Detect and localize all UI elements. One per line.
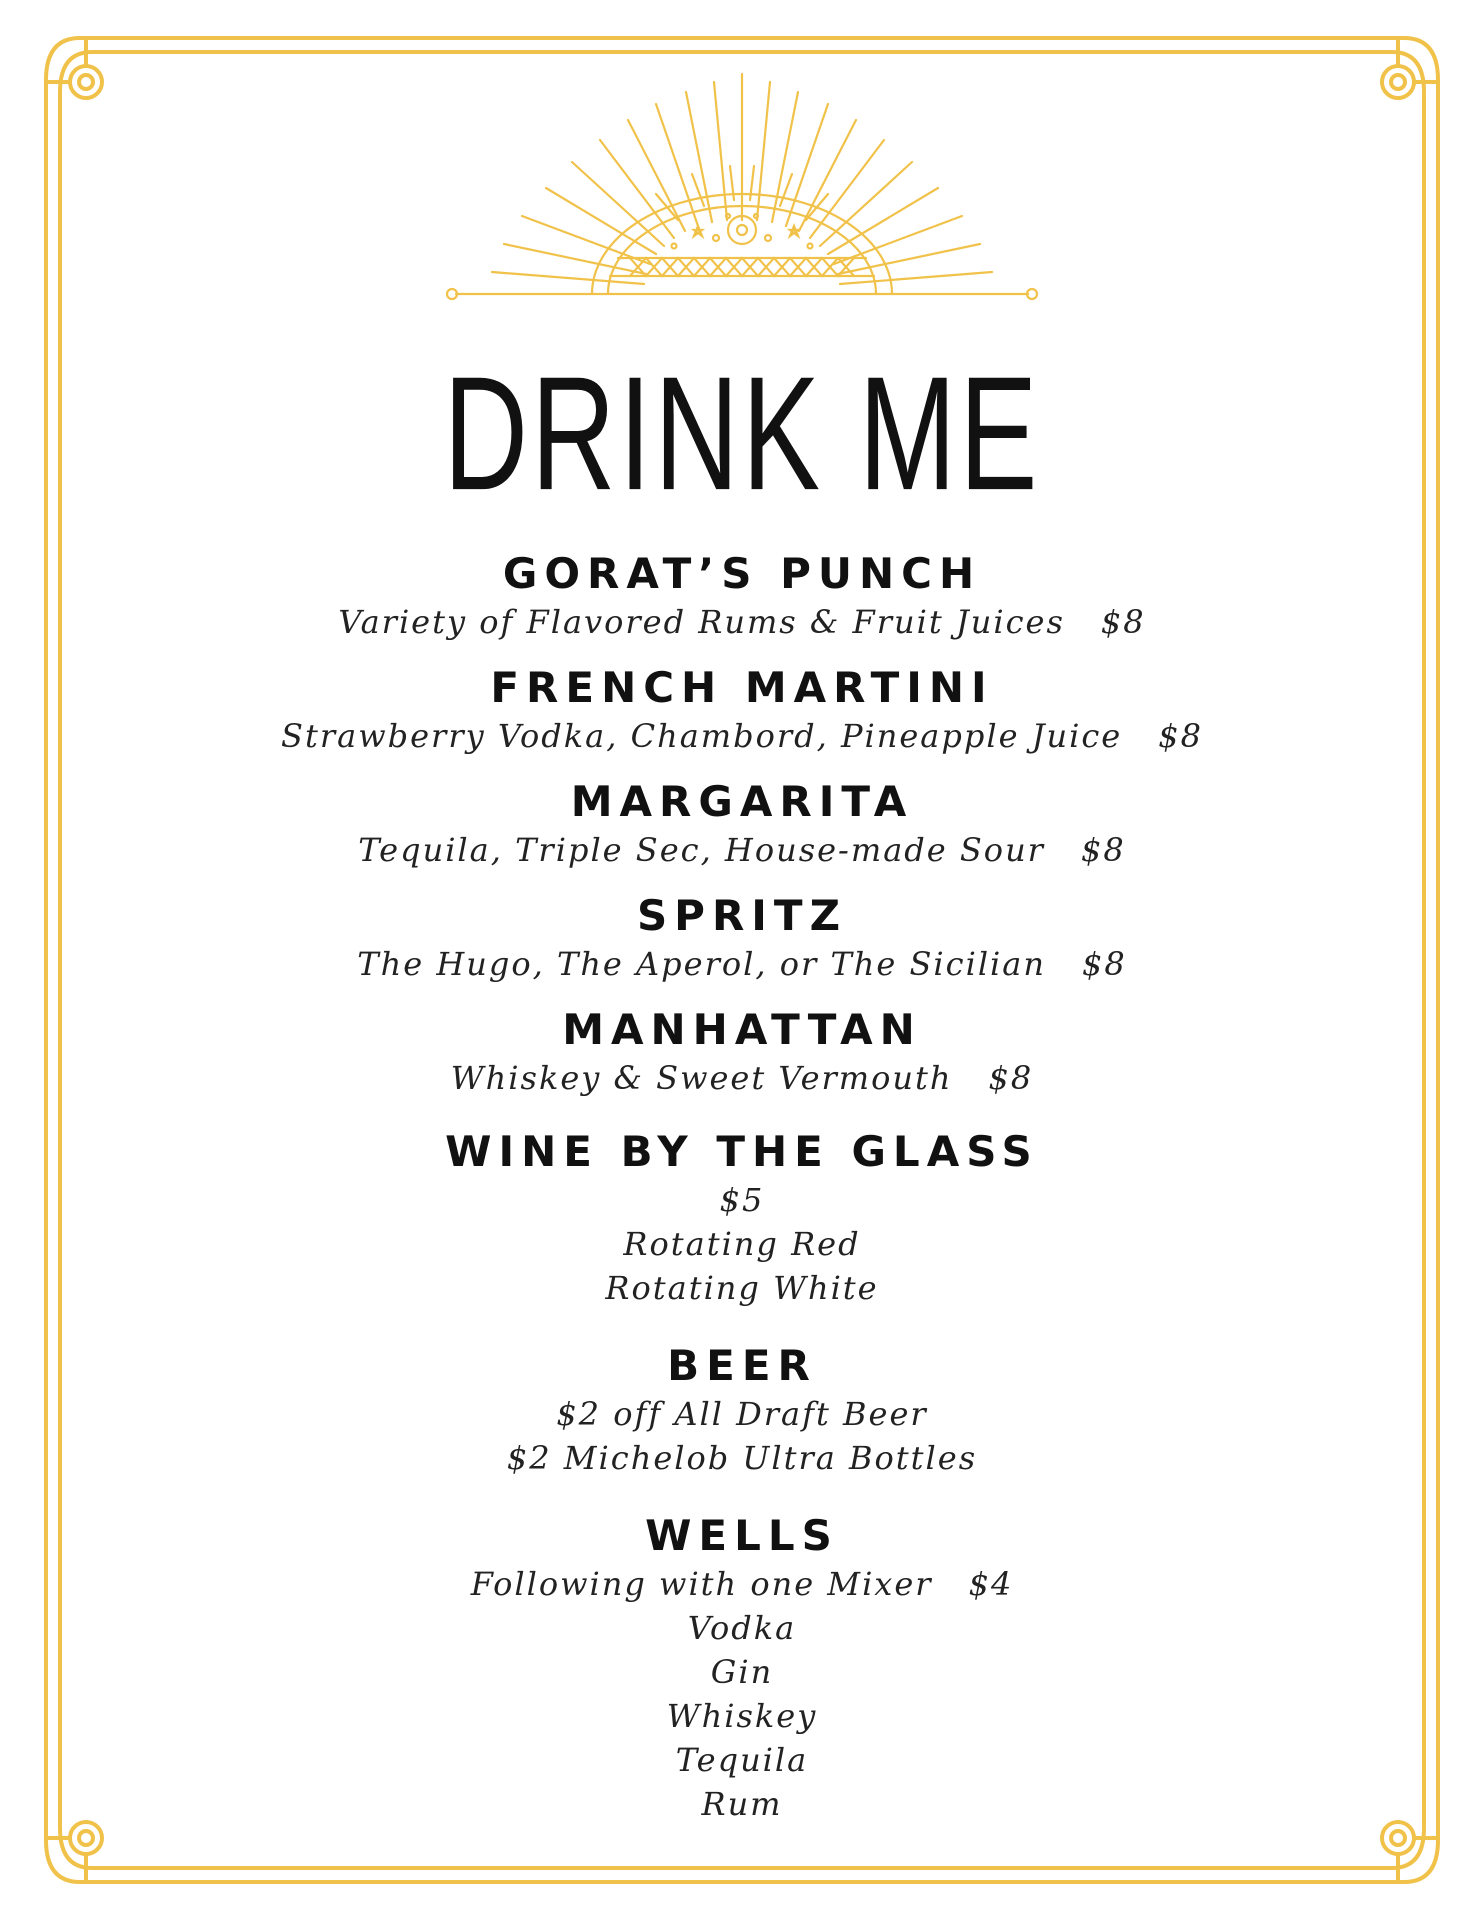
item-price: $8 — [1100, 603, 1146, 641]
menu-section — [0, 1126, 1484, 1310]
item-text: Whiskey & Sweet Vermouth — [450, 1059, 953, 1097]
section-heading: MANHATTAN — [562, 1005, 922, 1054]
section-heading: FRENCH MARTINI — [490, 663, 994, 712]
item-description — [0, 1562, 1484, 1606]
menu-section — [0, 662, 1484, 758]
item-description — [0, 942, 1484, 986]
item-text: The Hugo, The Aperol, or The Sicilian — [357, 945, 1046, 983]
section-heading: MARGARITA — [570, 777, 914, 826]
menu-section — [0, 1004, 1484, 1100]
item-description — [0, 600, 1484, 644]
item-text: Variety of Flavored Rums & Fruit Juices — [338, 603, 1065, 641]
menu-title: DRINK ME — [443, 342, 1041, 524]
item-description: Tequila — [675, 1741, 809, 1779]
section-heading: SPRITZ — [636, 891, 848, 940]
item-text: Tequila, Triple Sec, House-made Sour — [358, 831, 1045, 869]
item-description — [0, 828, 1484, 872]
menu-section — [0, 776, 1484, 872]
section-heading: WELLS — [645, 1511, 839, 1560]
item-price: $8 — [1158, 717, 1203, 755]
menu-section — [0, 890, 1484, 986]
section-heading: BEER — [667, 1341, 817, 1390]
item-description: Whiskey — [666, 1697, 818, 1735]
item-description: $5 — [719, 1181, 765, 1219]
item-description: $2 off All Draft Beer — [556, 1395, 928, 1433]
item-text: Following with one Mixer — [470, 1565, 933, 1603]
item-price: $4 — [968, 1565, 1014, 1603]
menu-section — [0, 1340, 1484, 1480]
item-description — [0, 714, 1484, 758]
item-description: Vodka — [687, 1609, 797, 1647]
item-description: Gin — [710, 1653, 774, 1691]
item-description: $2 Michelob Ultra Bottles — [506, 1439, 978, 1477]
menu-section — [0, 1510, 1484, 1826]
section-heading: WINE BY THE GLASS — [445, 1127, 1039, 1176]
sunburst-icon — [442, 70, 1042, 310]
item-description: Rotating White — [605, 1269, 879, 1307]
item-price: $8 — [1081, 945, 1127, 983]
item-price: $8 — [988, 1059, 1034, 1097]
drinks-menu — [0, 548, 1484, 1826]
item-text: Strawberry Vodka, Chambord, Pineapple Juice — [281, 717, 1123, 755]
item-description: Rum — [701, 1785, 783, 1823]
menu-section — [0, 548, 1484, 644]
item-description — [0, 1056, 1484, 1100]
section-heading: GORAT’S PUNCH — [502, 549, 982, 598]
item-description: Rotating Red — [623, 1225, 861, 1263]
item-price: $8 — [1080, 831, 1126, 869]
